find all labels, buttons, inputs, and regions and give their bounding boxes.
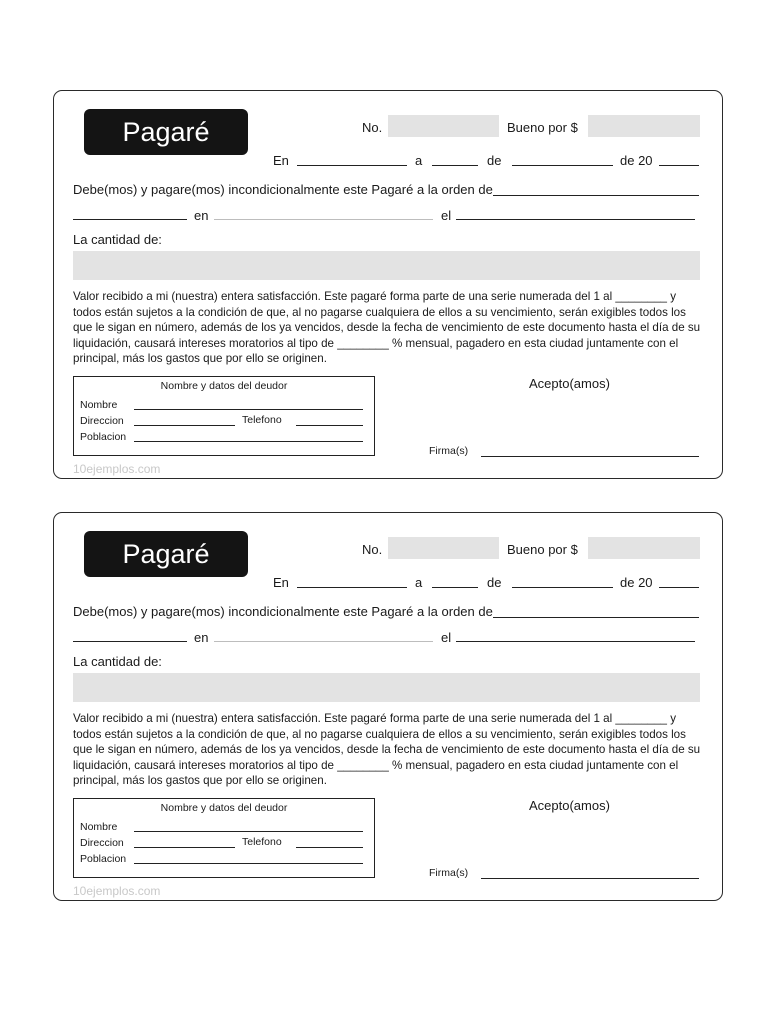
orden-line[interactable]: [493, 195, 699, 196]
debtor-box: [73, 798, 375, 878]
terms-line: liquidación, causará intereses moratorios al tipo de ________ % mensual, pagadero en esta ciudad juntamente con el: [73, 758, 679, 772]
firma-label: Firma(s): [429, 445, 469, 457]
nombre-label: Nombre: [80, 399, 118, 411]
poblacion-line[interactable]: [134, 863, 363, 864]
orden-text: Debe(mos) y pagare(mos) incondicionalmente este Pagaré a la orden de: [73, 604, 493, 619]
pagare-form: [53, 90, 723, 479]
year-line[interactable]: [659, 587, 699, 588]
terms-line: que le sigan en número, además de los ya vencidos, desde la fecha de vencimiento de este documento hasta el día de su: [73, 743, 701, 757]
place-line[interactable]: [214, 641, 433, 642]
watermark: 10ejemplos.com: [73, 462, 161, 476]
direccion-label: Direccion: [80, 837, 124, 849]
no-label: No.: [362, 120, 383, 135]
nombre-label: Nombre: [80, 821, 118, 833]
cantidad-label: La cantidad de:: [73, 654, 162, 669]
en-line[interactable]: [297, 165, 407, 166]
debtor-box: [73, 376, 375, 456]
day-line[interactable]: [432, 165, 478, 166]
firma-label: Firma(s): [429, 867, 469, 879]
a-label: a: [415, 153, 423, 168]
terms-line: Valor recibido a mi (nuestra) entera satisfacción. Este pagaré forma parte de una serie numerada del 1 al ________ y: [73, 712, 677, 725]
bueno-por-field[interactable]: [588, 537, 700, 559]
telefono-label: Telefono: [242, 836, 282, 848]
cantidad-field[interactable]: [73, 673, 700, 702]
telefono-line[interactable]: [296, 425, 363, 426]
poblacion-label: Poblacion: [80, 853, 127, 865]
debtor-title: Nombre y datos del deudor: [160, 380, 288, 392]
beneficiary-line[interactable]: [73, 641, 187, 642]
terms-line: principal, más los gastos que por ello se originen.: [73, 352, 327, 366]
nombre-line[interactable]: [134, 831, 363, 832]
en2-label: en: [194, 630, 209, 645]
debtor-title: Nombre y datos del deudor: [160, 802, 288, 814]
en-label: En: [273, 575, 289, 590]
de20-label: de 20: [620, 153, 653, 168]
terms-line: todos están sujetos a la condición de que, al no pagarse cualquiera de ellos a su vencimiento, serán exigibles todos los: [73, 727, 686, 741]
beneficiary-line[interactable]: [73, 219, 187, 220]
orden-line[interactable]: [493, 617, 699, 618]
pagare-title: Pagaré: [84, 531, 248, 577]
firma-line[interactable]: [481, 456, 699, 457]
terms-line: que le sigan en número, además de los ya vencidos, desde la fecha de vencimiento de este documento hasta el día de su: [73, 321, 701, 335]
acepto-label: Acepto(amos): [529, 376, 610, 391]
en-line[interactable]: [297, 587, 407, 588]
terms-paragraph: [73, 289, 703, 367]
pagare-form: [53, 512, 723, 901]
watermark: 10ejemplos.com: [73, 884, 161, 898]
en-label: En: [273, 153, 289, 168]
terms-line: principal, más los gastos que por ello se originen.: [73, 774, 327, 788]
month-line[interactable]: [512, 165, 613, 166]
place-line[interactable]: [214, 219, 433, 220]
date-line[interactable]: [456, 219, 695, 220]
terms-line: todos están sujetos a la condición de que, al no pagarse cualquiera de ellos a su vencimiento, serán exigibles todos los: [73, 305, 686, 319]
direccion-line[interactable]: [134, 847, 235, 848]
cantidad-field[interactable]: [73, 251, 700, 280]
day-line[interactable]: [432, 587, 478, 588]
telefono-line[interactable]: [296, 847, 363, 848]
bueno-por-field[interactable]: [588, 115, 700, 137]
el-label: el: [441, 630, 452, 645]
terms-paragraph: [73, 711, 703, 789]
de20-label: de 20: [620, 575, 653, 590]
de-label: de: [487, 153, 502, 168]
no-field[interactable]: [388, 537, 499, 559]
firma-line[interactable]: [481, 878, 699, 879]
direccion-line[interactable]: [134, 425, 235, 426]
poblacion-label: Poblacion: [80, 431, 127, 443]
orden-text: Debe(mos) y pagare(mos) incondicionalmente este Pagaré a la orden de: [73, 182, 493, 197]
el-label: el: [441, 208, 452, 223]
direccion-label: Direccion: [80, 415, 124, 427]
year-line[interactable]: [659, 165, 699, 166]
en2-label: en: [194, 208, 209, 223]
bueno-por-label: Bueno por $: [507, 120, 578, 135]
terms-line: liquidación, causará intereses moratorios al tipo de ________ % mensual, pagadero en esta ciudad juntamente con el: [73, 336, 679, 350]
terms-line: Valor recibido a mi (nuestra) entera satisfacción. Este pagaré forma parte de una serie numerada del 1 al ________ y: [73, 290, 677, 303]
acepto-label: Acepto(amos): [529, 798, 610, 813]
no-field[interactable]: [388, 115, 499, 137]
cantidad-label: La cantidad de:: [73, 232, 162, 247]
poblacion-line[interactable]: [134, 441, 363, 442]
telefono-label: Telefono: [242, 414, 282, 426]
a-label: a: [415, 575, 423, 590]
bueno-por-label: Bueno por $: [507, 542, 578, 557]
pagare-title: Pagaré: [84, 109, 248, 155]
de-label: de: [487, 575, 502, 590]
nombre-line[interactable]: [134, 409, 363, 410]
date-line[interactable]: [456, 641, 695, 642]
no-label: No.: [362, 542, 383, 557]
month-line[interactable]: [512, 587, 613, 588]
